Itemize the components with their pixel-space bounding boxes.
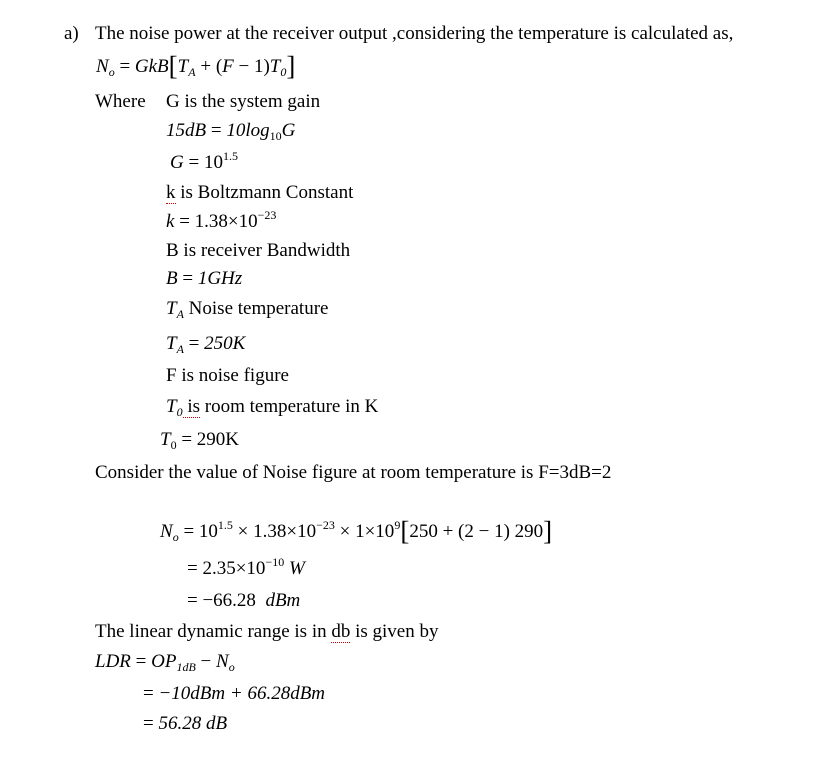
t0-eq-sub: 0 bbox=[170, 438, 177, 452]
calc1-b: × 1.38×10 bbox=[232, 521, 317, 542]
gain-eq2-sign: = bbox=[183, 152, 204, 173]
ta-eq-sign: = bbox=[183, 333, 205, 354]
calc1-c: × 1×10 bbox=[334, 521, 395, 542]
calc2-val: 2.35×10 bbox=[202, 558, 266, 579]
noise-figure-text: F is noise figure bbox=[166, 365, 289, 386]
eq-lhs-sub: o bbox=[108, 65, 115, 79]
ldr-calc-line-1 bbox=[143, 682, 325, 706]
eq-ta: T bbox=[177, 56, 189, 77]
calc1-rparen: ) bbox=[503, 521, 510, 542]
ta-text-rest: Noise temperature bbox=[183, 298, 329, 319]
ldr-eq-lhs: LDR bbox=[95, 651, 131, 672]
room-temp-equation bbox=[160, 428, 239, 452]
calc3-unit: dBm bbox=[255, 590, 301, 611]
calc1-inner2: 2 − 1 bbox=[464, 521, 504, 542]
ta-text-sub: A bbox=[176, 307, 184, 321]
gain-equation-1 bbox=[166, 119, 295, 143]
bandwidth-text: B is receiver Bandwidth bbox=[166, 240, 351, 261]
calc1-inner3: 290 bbox=[509, 521, 544, 542]
gain-text: G is the system gain bbox=[166, 91, 321, 112]
eq-sign: = bbox=[114, 56, 135, 77]
ldr-text-b: is given by bbox=[350, 621, 439, 642]
ldr-eq-minus: − bbox=[195, 651, 217, 672]
b-eq-lhs: B bbox=[166, 268, 178, 289]
ldr-equation bbox=[95, 650, 235, 674]
noise-temp-text bbox=[166, 297, 328, 321]
t0-text-is: is bbox=[182, 396, 201, 417]
boltzmann-equation bbox=[166, 210, 276, 234]
gain-eq1-sign: = bbox=[206, 120, 227, 141]
noise-calc-line-2 bbox=[187, 557, 305, 581]
intro-text: The noise power at the receiver output ,considering the temperature is calculated as, bbox=[95, 23, 734, 44]
t0-eq-lhs: T bbox=[160, 429, 171, 450]
ldr-text bbox=[95, 620, 439, 644]
noise-calc-line-3 bbox=[187, 589, 300, 613]
k-eq-rhs: 1.38×10 bbox=[194, 211, 258, 232]
ldr-calc1-val: −10dBm + 66.28dBm bbox=[158, 683, 326, 704]
calc3-val: −66.28 bbox=[202, 590, 256, 611]
calc1-rbracket: ] bbox=[543, 516, 553, 546]
eq-t0: T bbox=[269, 56, 281, 77]
ldr-eq-sign: = bbox=[130, 651, 152, 672]
eq-gkb: GkB bbox=[134, 56, 169, 77]
calc1-a-exp: 1.5 bbox=[217, 518, 233, 532]
calc1-lparen: ( bbox=[458, 521, 465, 542]
eq-rbracket: ] bbox=[286, 51, 296, 81]
eq-t0-sub: 0 bbox=[280, 65, 287, 79]
eq-ta-sub: A bbox=[188, 65, 196, 79]
noise-power-equation bbox=[96, 51, 296, 81]
consider-text: Consider the value of Noise figure at room temperature is F=3dB=2 bbox=[95, 462, 612, 483]
calc2-exp: −10 bbox=[265, 555, 285, 569]
ldr-calc1-sign: = bbox=[143, 683, 159, 704]
b-eq-rhs: 1GHz bbox=[197, 268, 243, 289]
eq-plus: + bbox=[195, 56, 216, 77]
noise-temp-equation bbox=[166, 332, 245, 356]
calc3-sign: = bbox=[187, 590, 203, 611]
ta-eq-rhs: 250K bbox=[204, 333, 246, 354]
eq-lhs: N bbox=[96, 56, 109, 77]
ldr-eq-n-sub: o bbox=[228, 660, 235, 674]
ldr-text-db: db bbox=[331, 621, 351, 642]
gain-eq2-lhs: G bbox=[170, 152, 184, 173]
eq-rparen: ) bbox=[263, 56, 270, 77]
ta-eq-lhs: T bbox=[166, 333, 177, 354]
ldr-eq-n: N bbox=[216, 651, 229, 672]
ldr-calc2-val: 56.28 dB bbox=[158, 713, 228, 734]
gain-eq1-sub: 10 bbox=[269, 129, 282, 143]
eq-lbracket: [ bbox=[168, 51, 178, 81]
calc1-c-exp: 9 bbox=[394, 518, 401, 532]
item-label: a) bbox=[64, 23, 79, 44]
calc1-lbracket: [ bbox=[400, 516, 410, 546]
calc1-b-exp: −23 bbox=[316, 518, 335, 532]
where-word: Where bbox=[95, 91, 146, 112]
t0-eq-rhs: 290K bbox=[196, 429, 240, 450]
boltzmann-text bbox=[166, 181, 353, 205]
gain-equation-2 bbox=[170, 151, 238, 175]
ta-text-sym: T bbox=[166, 298, 177, 319]
calc1-lhs: N bbox=[160, 521, 173, 542]
t0-eq-sign: = bbox=[176, 429, 197, 450]
calc1-a: 10 bbox=[198, 521, 218, 542]
calc2-unit: W bbox=[284, 558, 305, 579]
gain-eq1-rhs: 10log bbox=[226, 120, 270, 141]
room-temp-text bbox=[166, 395, 378, 419]
calc1-sign: = bbox=[178, 521, 199, 542]
ldr-eq-op: OP bbox=[151, 651, 177, 672]
eq-f: F bbox=[222, 56, 234, 77]
calc1-inner1: 250 + bbox=[409, 521, 459, 542]
k-eq-lhs: k bbox=[166, 211, 175, 232]
eq-lparen: ( bbox=[215, 56, 223, 77]
calc2-sign: = bbox=[187, 558, 203, 579]
boltzmann-rest: is Boltzmann Constant bbox=[175, 182, 354, 203]
boltzmann-k: k bbox=[166, 182, 176, 203]
gain-eq2-exp: 1.5 bbox=[222, 149, 238, 163]
eq-minus-one: − 1 bbox=[233, 56, 264, 77]
bandwidth-equation bbox=[166, 267, 242, 291]
gain-eq1-var: G bbox=[281, 120, 296, 141]
noise-calc-line-1 bbox=[160, 516, 553, 546]
ta-eq-sub: A bbox=[176, 342, 184, 356]
ldr-calc-line-2 bbox=[143, 712, 227, 736]
gain-eq1-lhs: 15dB bbox=[166, 120, 207, 141]
calc1-lhs-sub: o bbox=[172, 530, 179, 544]
t0-text-sym: T bbox=[166, 396, 177, 417]
ldr-calc2-sign: = bbox=[143, 713, 159, 734]
t0-text-rest: room temperature in K bbox=[200, 396, 379, 417]
k-eq-exp: −23 bbox=[257, 208, 277, 222]
b-eq-sign: = bbox=[177, 268, 198, 289]
ldr-eq-op-sub: 1dB bbox=[176, 660, 196, 674]
k-eq-sign: = bbox=[174, 211, 195, 232]
ldr-text-a: The linear dynamic range is in bbox=[95, 621, 332, 642]
t0-text-sub: 0 bbox=[176, 405, 183, 419]
gain-eq2-base: 10 bbox=[203, 152, 223, 173]
